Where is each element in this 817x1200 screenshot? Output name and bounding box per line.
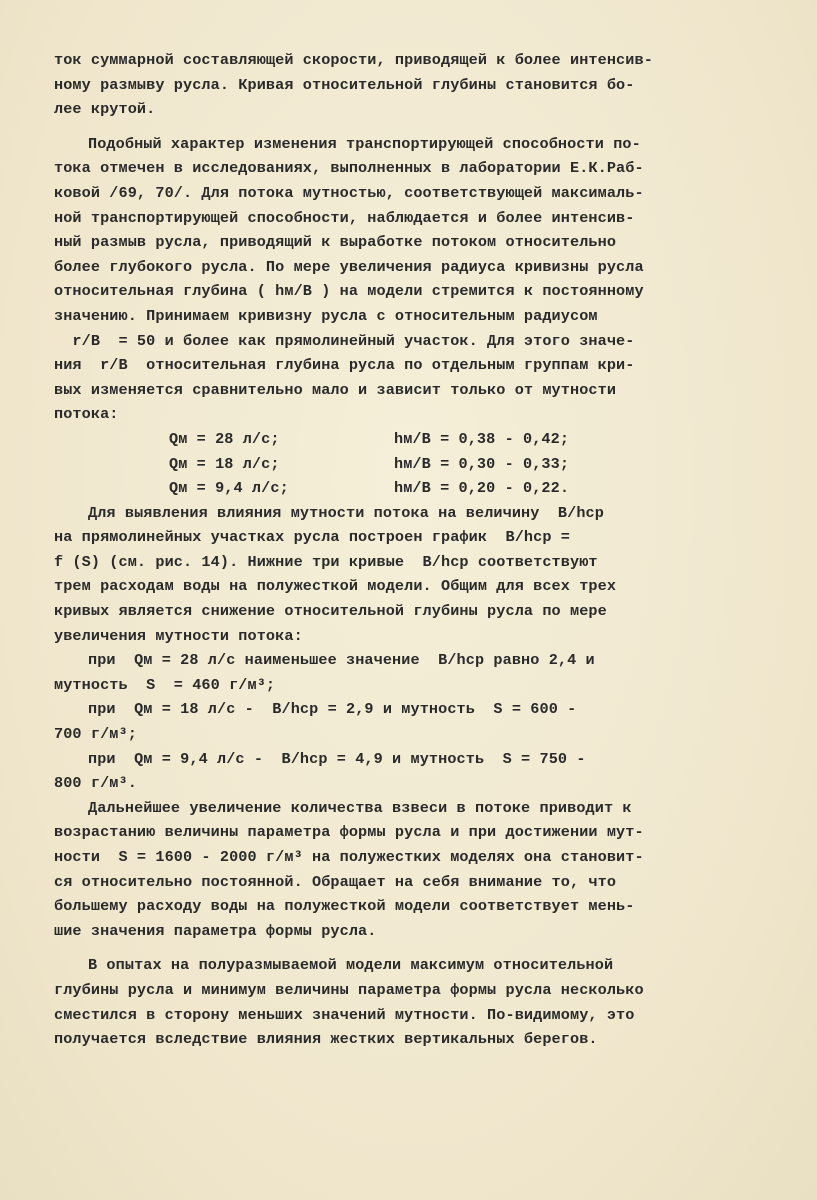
- depth-ratio-value: hм/B = 0,20 - 0,22.: [394, 479, 570, 498]
- text-line: возрастанию величины параметра формы русла и при достижении мут-: [54, 823, 644, 842]
- text-line: ной транспортирующей способности, наблюдается и более интенсив-: [54, 208, 635, 227]
- text-line: потока:: [54, 405, 119, 424]
- paragraph-5: [54, 697, 721, 746]
- text-line: ния r/B относительная глубина русла по отдельным группам кри-: [54, 356, 635, 375]
- text-line: Для выявления влияния мутности потока на величину B/hср: [88, 503, 604, 522]
- text-line: значению. Принимаем кривизну русла с относительным радиусом: [54, 306, 598, 325]
- text-line: ному размыву русла. Кривая относительной глубины становится бо-: [54, 75, 635, 94]
- list-item: [54, 452, 721, 477]
- text-line: при Qм = 9,4 л/с - B/hср = 4,9 и мутность S = 750 -: [88, 749, 586, 768]
- text-line: ся относительно постоянной. Обращает на себя внимание то, что: [54, 872, 617, 891]
- text-line: В опытах на полуразмываемой модели максимум относительной: [88, 956, 614, 975]
- text-line: увеличения мутности потока:: [54, 626, 303, 645]
- text-line: при Qм = 28 л/с наименьшее значение B/hср равно 2,4 и: [88, 651, 595, 670]
- values-list: [54, 427, 721, 501]
- document-body: [54, 48, 721, 1052]
- text-line: r/B = 50 и более как прямолинейный участок. Для этого значе-: [54, 331, 635, 350]
- text-line: большему расходу воды на полужесткой модели соответствует мень-: [54, 897, 635, 916]
- paragraph-1: [54, 48, 721, 122]
- text-line: трем расходам воды на полужесткой модели. Общим для всех трех: [54, 577, 617, 596]
- paragraph-4: [54, 648, 721, 697]
- depth-ratio-value: hм/B = 0,38 - 0,42;: [394, 429, 570, 448]
- text-line: Подобный характер изменения транспортирующей способности по-: [88, 134, 641, 153]
- text-line: лее крутой.: [54, 100, 156, 119]
- paragraph-3: [54, 501, 721, 649]
- text-line: более глубокого русла. По мере увеличения радиуса кривизны русла: [54, 257, 644, 276]
- text-line: 700 г/м³;: [54, 725, 137, 744]
- text-line: сместился в сторону меньших значений мутности. По-видимому, это: [54, 1005, 635, 1024]
- list-item: [54, 427, 721, 452]
- text-line: вых изменяется сравнительно мало и зависит только от мутности: [54, 380, 617, 399]
- discharge-value: Qм = 18 л/с;: [169, 454, 280, 473]
- list-item: [54, 476, 721, 501]
- text-line: кривых является снижение относительной глубины русла по мере: [54, 602, 607, 621]
- text-line: Дальнейшее увеличение количества взвеси в потоке приводит к: [88, 798, 632, 817]
- paragraph-2: [54, 132, 721, 427]
- paragraph-8: [54, 953, 721, 1051]
- text-line: 800 г/м³.: [54, 774, 137, 793]
- paragraph-7: [54, 796, 721, 944]
- discharge-value: Qм = 9,4 л/с;: [169, 479, 289, 498]
- text-line: ковой /69, 70/. Для потока мутностью, соответствующей максималь-: [54, 183, 644, 202]
- text-line: глубины русла и минимум величины параметра формы русла несколько: [54, 980, 644, 999]
- text-line: на прямолинейных участках русла построен график B/hср =: [54, 528, 570, 547]
- text-line: при Qм = 18 л/с - B/hср = 2,9 и мутность S = 600 -: [88, 700, 577, 719]
- depth-ratio-value: hм/B = 0,30 - 0,33;: [394, 454, 570, 473]
- paragraph-6: [54, 747, 721, 796]
- text-line: шие значения параметра формы русла.: [54, 921, 377, 940]
- text-line: ный размыв русла, приводящий к выработке потоком относительно: [54, 233, 617, 252]
- discharge-value: Qм = 28 л/с;: [169, 429, 280, 448]
- text-line: ности S = 1600 - 2000 г/м³ на полужестких моделях она становит-: [54, 848, 644, 866]
- text-line: тока отмечен в исследованиях, выполненных в лаборатории Е.К.Раб-: [54, 159, 644, 178]
- text-line: относительная глубина ( hм/B ) на модели стремится к постоянному: [54, 282, 644, 301]
- text-line: получается вследствие влияния жестких вертикальных берегов.: [54, 1030, 598, 1049]
- text-line: f (S) (см. рис. 14). Нижние три кривые B/hср соответствуют: [54, 552, 598, 571]
- text-line: мутность S = 460 г/м³;: [54, 675, 276, 694]
- text-line: ток суммарной составляющей скорости, приводящей к более интенсив-: [54, 51, 653, 69]
